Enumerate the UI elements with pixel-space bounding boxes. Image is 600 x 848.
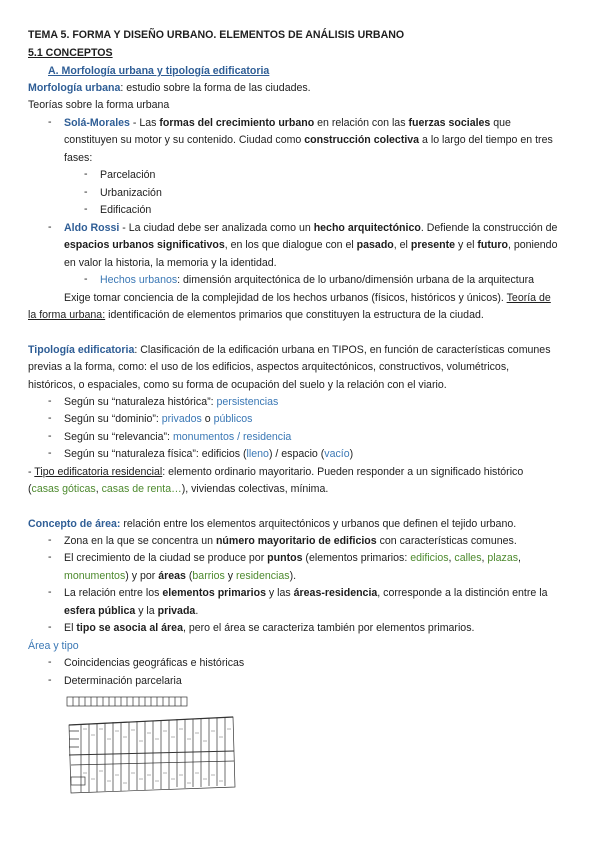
phase-item: Urbanización bbox=[100, 187, 162, 199]
area-bullet-cont: monumentos) y por áreas (barrios y residencias). bbox=[64, 570, 297, 582]
rossi-line-2: espacios urbanos significativos, en los que dialogue con el pasado, el presente y el futuro, poniendo bbox=[64, 239, 558, 251]
subsection-heading: A. Morfología urbana y tipología edificatoria bbox=[48, 65, 270, 77]
rossi-line-5: Exige tomar conciencia de la complejidad de los hechos urbanos (físicos, históricos y únicos). Teoría de bbox=[64, 292, 551, 304]
bullet-dash: - bbox=[84, 273, 88, 285]
area-tipo-item: Coincidencias geográficas e históricas bbox=[64, 657, 245, 669]
term-sola-morales: Solá-Morales bbox=[64, 117, 130, 129]
tipologia-bullet: Según su “naturaleza física”: edificios (lleno) / espacio (vacío) bbox=[64, 448, 354, 460]
hechos-urbanos-line: Hechos urbanos: dimensión arquitectónica de lo urbano/dimensión urbana de la arquitectura bbox=[100, 274, 535, 286]
bullet-dash: - bbox=[48, 412, 52, 424]
bullet-dash: - bbox=[48, 116, 52, 128]
tipologia-line-1: Tipología edificatoria: Clasificación de la edificación urbana en TIPOS, en función de características comunes bbox=[28, 344, 551, 356]
bullet-dash: - bbox=[48, 551, 52, 563]
area-bullet: La relación entre los elementos primarios y las áreas-residencia, corresponde a la distinción entre la bbox=[64, 587, 548, 599]
phase-item: Edificación bbox=[100, 204, 152, 216]
bullet-dash: - bbox=[84, 168, 88, 180]
section-heading: 5.1 CONCEPTOS bbox=[28, 47, 113, 59]
term-concepto-area: Concepto de área: bbox=[28, 518, 121, 530]
term-morfologia: Morfología urbana bbox=[28, 82, 121, 94]
rossi-line-6: la forma urbana: identificación de elementos primarios que constituyen la estructura de la ciudad. bbox=[28, 309, 484, 321]
area-tipo-item: Determinación parcelaria bbox=[64, 675, 182, 687]
tipologia-bullet: Según su “naturaleza histórica”: persistencias bbox=[64, 396, 279, 408]
area-tipo-heading: Área y tipo bbox=[28, 640, 79, 652]
teorias-line: Teorías sobre la forma urbana bbox=[28, 99, 170, 111]
area-bullet-cont: esfera pública y la privada. bbox=[64, 605, 199, 617]
term-tipologia: Tipología edificatoria bbox=[28, 344, 135, 356]
term-aldo-rossi: Aldo Rossi bbox=[64, 222, 120, 234]
bullet-dash: - bbox=[48, 586, 52, 598]
bullet-dash: - bbox=[48, 656, 52, 668]
bullet-dash: - bbox=[48, 674, 52, 686]
area-bullet: El tipo se asocia al área, pero el área se caracteriza también por elementos primarios. bbox=[64, 622, 475, 634]
bullet-dash: - bbox=[48, 534, 52, 546]
sola-line-2: constituyen su motor y su contenido. Ciudad como construcción colectiva a lo largo del tiempo en tres bbox=[64, 134, 553, 146]
area-bullet: El crecimiento de la ciudad se produce por puntos (elementos primarios: edificios, calles, plazas, bbox=[64, 552, 521, 564]
tipologia-bullet: Según su “relevancia”: monumentos / residencia bbox=[64, 431, 292, 443]
area-bullet: Zona en la que se concentra un número mayoritario de edificios con características comunes. bbox=[64, 535, 517, 547]
area-line-1: Concepto de área: relación entre los elementos arquitectónicos y urbanos que definen el tejido urbano. bbox=[28, 518, 517, 530]
residencial-line-1: - Tipo edificatoria residencial: elemento ordinario mayoritario. Pueden responder a un significado histórico bbox=[28, 466, 524, 478]
bullet-dash: - bbox=[48, 221, 52, 233]
tipologia-line-3: históricos, o espaciales, como su forma de ocupación del suelo y la relación con el viario. bbox=[28, 379, 447, 391]
tipologia-line-2: previas a la forma, como: el uso de los edificios, aspectos arquitectónicos, constructivos, volumétricos, bbox=[28, 361, 510, 373]
parcel-plan-drawing bbox=[63, 695, 243, 799]
sola-line-3: fases: bbox=[64, 152, 93, 164]
morfologia-paragraph: Morfología urbana: estudio sobre la forma de las ciudades. bbox=[28, 82, 311, 94]
bullet-dash: - bbox=[48, 395, 52, 407]
sola-line-1: Solá-Morales - Las formas del crecimiento urbano en relación con las fuerzas sociales que bbox=[64, 117, 511, 129]
document-title: TEMA 5. FORMA Y DISEÑO URBANO. ELEMENTOS DE ANÁLISIS URBANO bbox=[28, 29, 405, 41]
bullet-dash: - bbox=[48, 430, 52, 442]
tipologia-bullet: Según su “dominio”: privados o públicos bbox=[64, 413, 253, 425]
residencial-line-2: (casas góticas, casas de renta…), viviendas colectivas, mínima. bbox=[28, 483, 329, 495]
phase-item: Parcelación bbox=[100, 169, 156, 181]
bullet-dash: - bbox=[84, 186, 88, 198]
rossi-line-1: Aldo Rossi - La ciudad debe ser analizada como un hecho arquitectónico. Defiende la construcción de bbox=[64, 222, 558, 234]
rossi-line-3: en valor la historia, la memoria y la identidad. bbox=[64, 257, 277, 269]
term-hechos-urbanos: Hechos urbanos bbox=[100, 274, 178, 286]
bullet-dash: - bbox=[48, 447, 52, 459]
bullet-dash: - bbox=[84, 203, 88, 215]
bullet-dash: - bbox=[48, 621, 52, 633]
